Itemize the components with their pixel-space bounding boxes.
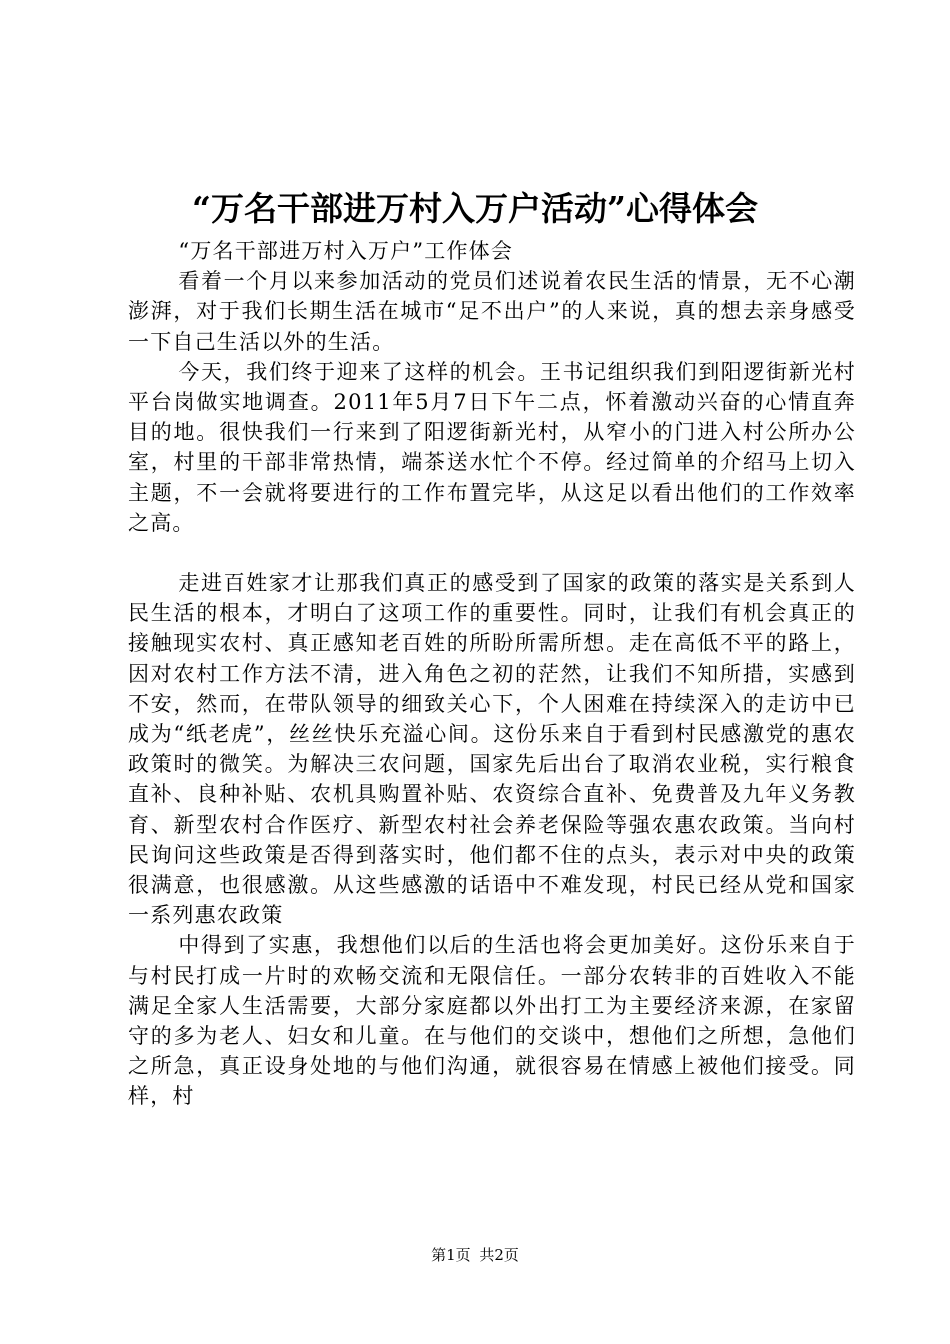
- body-paragraph: 走进百姓家才让那我们真正的感受到了国家的政策的落实是关系到人民生活的根本，才明白了这项工作的重要性。同时，让我们有机会真正的接触现实农村、真正感知老百姓的所盼所需所想。走在高低不平的路上，因对农村工作方法不清，进入角色之初的茫然，让我们不知所措，实感到不安，然而，在带队领导的细致关心下，个人困难在持续深入的走访中已成为“纸老虎”，丝丝快乐充溢心间。这份乐来自于看到村民感激党的惠农政策时的微笑。为解决三农问题，国家先后出台了取消农业税，实行粮食直补、良种补贴、农机具购置补贴、农资综合直补、免费普及九年义务教育、新型农村合作医疗、新型农村社会养老保险等强农惠农政策。当向村民询问这些政策是否得到落实时，他们都不住的点头，表示对中央的政策很满意，也很感激。从这些感激的话语中不难发现，村民已经从党和国家一系列惠农政策: [128, 571, 856, 928]
- page-number: 第1页: [431, 1246, 471, 1264]
- document-body: [128, 236, 856, 1112]
- subtitle-paragraph: “万名干部进万村入万户”工作体会: [178, 239, 514, 263]
- document-title: “万名干部进万村入万户活动”心得体会: [192, 189, 758, 228]
- body-paragraph: 看着一个月以来参加活动的党员们述说着农民生活的情景，无不心潮澎湃，对于我们长期生活在城市“足不出户”的人来说，真的想去亲身感受一下自己生活以外的生活。: [128, 269, 856, 354]
- body-paragraph: 中得到了实惠，我想他们以后的生活也将会更加美好。这份乐来自于与村民打成一片时的欢畅交流和无限信任。一部分农转非的百姓收入不能满足全家人生活需要，大部分家庭都以外出打工为主要经济来源，在家留守的多为老人、妇女和儿童。在与他们的交谈中，想他们之所想，急他们之所急，真正设身处地的与他们沟通，就很容易在情感上被他们接受。同样，村: [128, 933, 856, 1109]
- page-total: 共2页: [479, 1246, 519, 1264]
- body-paragraph: 今天，我们终于迎来了这样的机会。王书记组织我们到阳逻街新光村平台岗做实地调查。2011年5月7日下午二点，怀着激动兴奋的心情直奔目的地。很快我们一行来到了阳逻街新光村，从窄小的门进入村公所办公室，村里的干部非常热情，端茶送水忙个不停。经过简单的介绍马上切入主题，不一会就将要进行的工作布置完毕，从这足以看出他们的工作效率之高。: [128, 359, 856, 535]
- page-footer: [0, 1244, 950, 1266]
